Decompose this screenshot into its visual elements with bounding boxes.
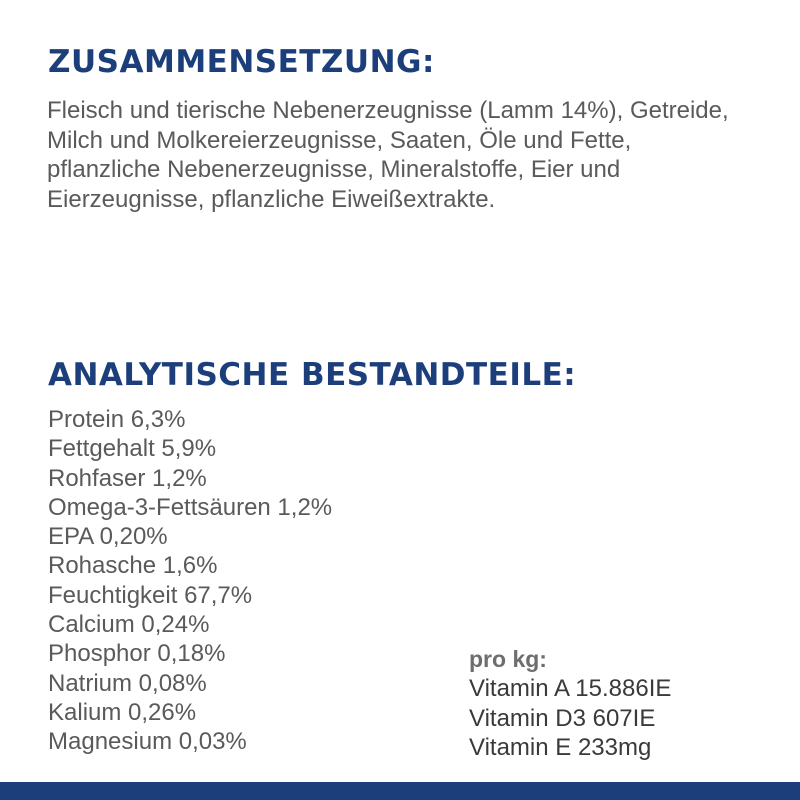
analytical-item-ash: Rohasche 1,6% bbox=[48, 552, 218, 580]
analytical-item-magnesium: Magnesium 0,03% bbox=[48, 728, 247, 756]
analytical-item-fiber: Rohfaser 1,2% bbox=[48, 464, 207, 492]
analytical-item-omega3: Omega-3-Fettsäuren 1,2% bbox=[48, 493, 333, 521]
analytical-item-potassium: Kalium 0,26% bbox=[48, 698, 197, 726]
analytical-item-calcium: Calcium 0,24% bbox=[48, 611, 210, 639]
analytical-list bbox=[48, 405, 332, 757]
composition-heading: ZUSAMMENSETZUNG: bbox=[48, 44, 435, 80]
vitamin-item-a: Vitamin A 15.886IE bbox=[469, 675, 672, 702]
bottom-bar bbox=[0, 782, 800, 800]
per-kg-title: pro kg: bbox=[469, 646, 547, 672]
analytical-heading: ANALYTISCHE BESTANDTEILE: bbox=[48, 357, 577, 393]
analytical-item-epa: EPA 0,20% bbox=[48, 523, 168, 551]
analytical-item-moisture: Feuchtigkeit 67,7% bbox=[48, 581, 253, 609]
vitamin-item-e: Vitamin E 233mg bbox=[469, 734, 652, 761]
analytical-item-protein: Protein 6,3% bbox=[48, 406, 186, 433]
vitamin-list bbox=[469, 674, 671, 763]
per-kg-section bbox=[469, 645, 671, 763]
analytical-item-fat: Fettgehalt 5,9% bbox=[48, 435, 217, 463]
vitamin-item-d3: Vitamin D3 607IE bbox=[469, 704, 656, 732]
analytical-item-sodium: Natrium 0,08% bbox=[48, 669, 207, 697]
analytical-item-phosphorus: Phosphor 0,18% bbox=[48, 640, 226, 668]
composition-text: Fleisch und tierische Nebenerzeugnisse (Lamm 14%), Getreide, Milch und Molkereierzeugnisse, Saaten, Öle und Fette, pflanzliche Nebenerzeugnisse, Mineralstoffe, Eier und Eierzeugnisse, pflanzliche Eiweißextrakte. bbox=[47, 97, 729, 213]
